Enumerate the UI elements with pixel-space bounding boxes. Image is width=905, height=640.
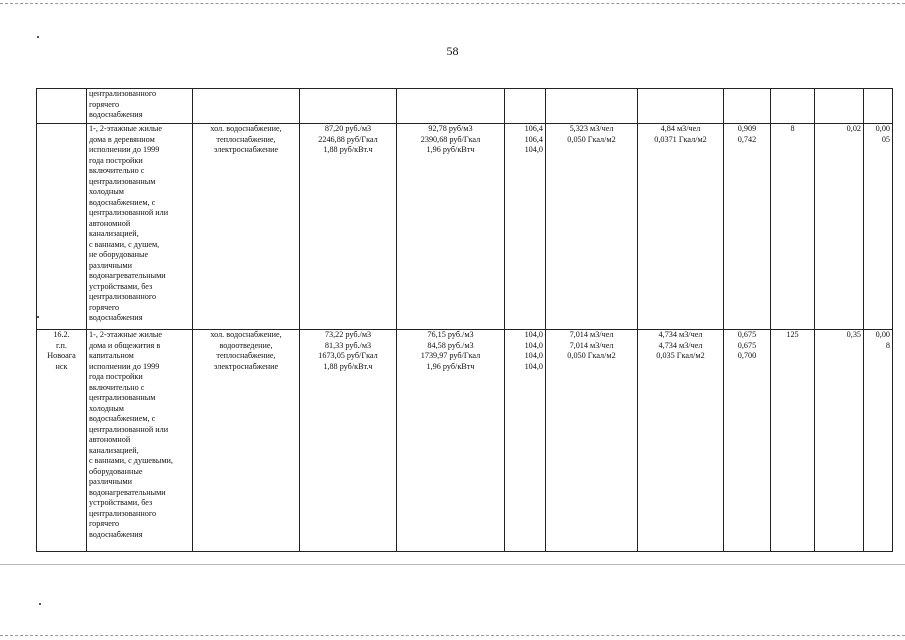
cell-line: с ваннами, с душем, (89, 239, 160, 249)
cell-line: централизованного (89, 508, 157, 518)
table-body (37, 89, 893, 552)
cell-line: хол. водоснабжение, (210, 124, 282, 133)
cell-line: 1,88 руб/кВт.ч (323, 145, 373, 154)
cell-line: г.п. (56, 340, 67, 350)
cell-line: 0,700 (737, 351, 757, 360)
cell-line: исполнении до 1999 (89, 361, 160, 371)
cell-tariff-new (397, 124, 505, 330)
cell-line: 73,22 руб./м3 (324, 330, 372, 339)
cell-line: 4,734 м3/чел (658, 330, 703, 339)
cell-line: 1,88 руб/кВт.ч (323, 361, 373, 371)
cell-number (37, 124, 87, 330)
cell-line: водоснабжением, с (89, 197, 156, 207)
cell-line: электроснабжение (213, 145, 279, 154)
cell-line: автономной (89, 435, 131, 444)
cell-line: дома и общежития в (89, 340, 161, 350)
cell-line: водоотведение, (219, 340, 273, 350)
cell-line: централизованной или (89, 424, 169, 434)
cell-line: холодным (89, 187, 124, 196)
cell-line: горячего (89, 302, 120, 312)
cell-line: 1,96 руб/кВтч (426, 145, 475, 154)
scan-dot-bottom (39, 603, 41, 605)
cell-line: включительно с (89, 166, 145, 175)
cell-line: 106,4 (524, 124, 543, 133)
cell-value: 8 (790, 124, 795, 133)
cell-services (193, 89, 300, 124)
cell-line: года постройки (89, 155, 143, 165)
cell-line: 05 (881, 134, 890, 144)
cell-line: 104,0 (524, 340, 543, 350)
cell-line: 87,20 руб./м3 (324, 124, 372, 133)
cell-line: капитальном (89, 351, 134, 360)
cell-line: централизованным (89, 176, 156, 186)
cell-norm (546, 89, 638, 124)
cell-line: 0,050 Гкал/м2 (567, 134, 616, 144)
cell-value: 0,35 (846, 330, 861, 339)
cell-line: хол. водоснабжение, (210, 330, 282, 339)
cell-line: 84,58 руб./м3 (427, 340, 474, 350)
cell-line: водоснабжения (89, 110, 143, 119)
cell-tariff-new (397, 89, 505, 124)
cell-line: 5,323 м3/чел (569, 124, 614, 133)
cell-line: централизованным (89, 393, 156, 402)
cell-line: теплоснабжение, (216, 351, 276, 360)
cell-line: 4,734 м3/чел (658, 340, 703, 350)
cell-line: 1-, 2-этажные жилые (89, 330, 163, 339)
cell-line: централизованной или (89, 208, 169, 217)
cell-value: 0,02 (846, 124, 861, 133)
cell-line: Новоага (47, 351, 76, 360)
cell-line: канализацией, (89, 229, 139, 238)
cell-line: 92,78 руб/м3 (428, 124, 473, 133)
tariff-table (36, 88, 893, 552)
cell-line: водоснабжения (89, 313, 143, 322)
cell-description (87, 124, 193, 330)
cell-col11 (815, 124, 864, 330)
page-number: 58 (446, 44, 459, 58)
cell-line: 76,15 руб./м3 (427, 330, 474, 339)
table-row (37, 330, 893, 552)
cell-norm-2 (638, 124, 724, 330)
cell-line: 0,742 (737, 134, 757, 144)
cell-description (87, 330, 193, 552)
tariff-table-wrap (36, 88, 893, 552)
cell-line: 2246,88 руб/Гкал (318, 134, 378, 144)
cell-line: автономной (89, 218, 131, 228)
scan-dot-middle (37, 316, 39, 318)
cell-line: водоснабжения (89, 529, 143, 539)
cell-coefficient (724, 89, 771, 124)
cell-index (505, 124, 546, 330)
cell-line: 104,0 (524, 330, 543, 339)
cell-line: водонагревательными (89, 487, 166, 497)
cell-norm (546, 124, 638, 330)
cell-line: 0,00 (875, 124, 890, 133)
scan-edge-bottom (0, 635, 905, 636)
cell-line: теплоснабжение, (216, 134, 276, 144)
cell-col10 (771, 330, 815, 552)
cell-value: 125 (786, 330, 799, 339)
cell-index (505, 89, 546, 124)
cell-line: 7,014 м3/чел (569, 340, 614, 350)
cell-line: с ваннами, с душевыми, (89, 456, 173, 465)
cell-line: горячего (89, 519, 120, 528)
cell-line: 0,035 Гкал/м2 (656, 351, 705, 360)
table-row (37, 89, 893, 124)
cell-line: 106,4 (524, 134, 543, 144)
cell-line: 81,33 руб./м3 (324, 340, 372, 350)
cell-col12 (864, 89, 893, 124)
cell-line: водонагревательными (89, 271, 166, 280)
cell-line: 0,0371 Гкал/м2 (654, 134, 707, 144)
cell-line: года постройки (89, 372, 143, 381)
cell-line: водоснабжением, с (89, 414, 156, 423)
cell-line: 104,0 (524, 145, 543, 154)
cell-line: 4,84 м3/чел (660, 124, 701, 133)
cell-line: 104,0 (524, 351, 543, 360)
cell-line: нск (55, 361, 68, 371)
cell-number (37, 89, 87, 124)
cell-line: устройствами, без (89, 498, 153, 507)
cell-line: включительно с (89, 382, 145, 392)
cell-line: 104,0 (524, 361, 543, 371)
cell-tariff-new (397, 330, 505, 552)
cell-line: централизованного (89, 292, 157, 301)
cell-line: оборудованные (89, 466, 143, 476)
cell-coefficient (724, 330, 771, 552)
table-row (37, 124, 893, 330)
cell-description (87, 89, 193, 124)
cell-line: 1673,05 руб/Гкал (318, 351, 378, 360)
cell-col11 (815, 330, 864, 552)
cell-line: холодным (89, 403, 124, 413)
cell-line: централизованного (89, 89, 157, 98)
cell-line: горячего (89, 99, 120, 109)
cell-col11 (815, 89, 864, 124)
cell-line: 0,050 Гкал/м2 (567, 351, 616, 360)
cell-line: 1-, 2-этажные жилые (89, 124, 163, 133)
cell-col10 (771, 89, 815, 124)
cell-line: исполнении до 1999 (89, 145, 160, 154)
cell-line: 7,014 м3/чел (569, 330, 614, 339)
cell-line: 16.2. (53, 330, 70, 339)
cell-line: устройствами, без (89, 281, 153, 291)
cell-line: 2390,68 руб/Гкал (420, 134, 481, 144)
cell-col12 (864, 330, 893, 552)
scan-edge-middle (0, 564, 905, 565)
cell-line: не оборудованые (89, 250, 149, 259)
cell-services (193, 124, 300, 330)
cell-services (193, 330, 300, 552)
cell-line: 1,96 руб/кВтч (426, 361, 475, 371)
cell-line: различными (89, 477, 132, 486)
scan-dot-top (37, 36, 39, 38)
cell-line: 0,675 (737, 330, 757, 339)
cell-line: 8 (885, 340, 890, 350)
cell-line: электроснабжение (213, 361, 279, 371)
cell-tariff-old (300, 89, 397, 124)
cell-number (37, 330, 87, 552)
cell-col12 (864, 124, 893, 330)
cell-index (505, 330, 546, 552)
cell-line: 0,675 (737, 340, 757, 350)
scan-edge-top (0, 3, 905, 4)
cell-line: канализацией, (89, 445, 139, 455)
cell-tariff-old (300, 124, 397, 330)
cell-line: дома в деревянном (89, 134, 155, 144)
cell-norm-2 (638, 330, 724, 552)
cell-line: различными (89, 260, 132, 270)
cell-line: 1739,97 руб/Гкал (420, 351, 481, 360)
cell-coefficient (724, 124, 771, 330)
cell-line: 0,909 (737, 124, 757, 133)
cell-tariff-old (300, 330, 397, 552)
cell-norm (546, 330, 638, 552)
cell-norm-2 (638, 89, 724, 124)
cell-col10 (771, 124, 815, 330)
cell-line: 0,00 (875, 330, 890, 339)
